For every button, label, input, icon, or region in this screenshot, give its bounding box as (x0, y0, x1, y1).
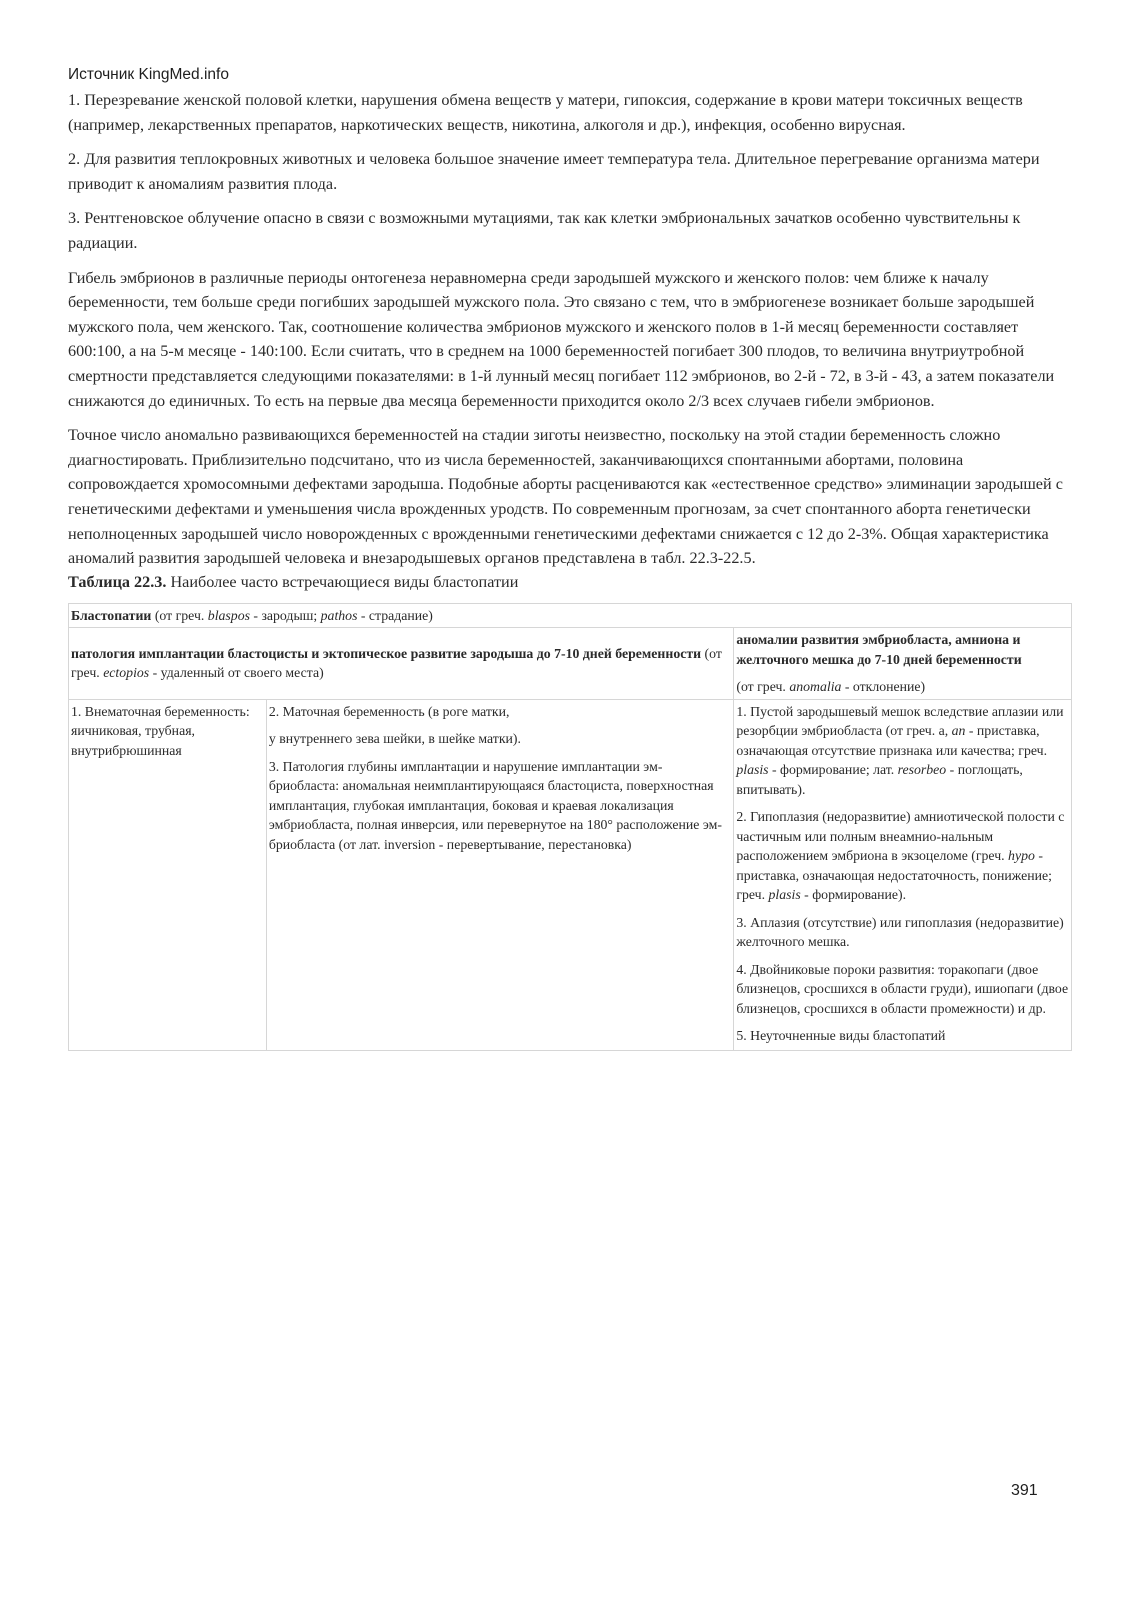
page-content (68, 66, 1068, 1051)
table-body-row (69, 699, 1072, 1050)
col3-italic: plasis (736, 762, 769, 778)
col3-text: 1. Пустой зародышевый мешок вследствие аплазии или резорбции эмбриобласта (от греч. а, (736, 703, 1064, 739)
col3-italic: resorbeo (897, 762, 947, 778)
left-head-cell (69, 628, 734, 700)
left-head-italic: ectopios (103, 665, 150, 681)
table-title-italic: pathos (320, 607, 358, 623)
right-head-bold: аномалии развития эмбриобласта, амниона и желточного мешка до 7-10 дней беременности (736, 632, 1022, 667)
table-title-cell (69, 603, 1072, 628)
page-number: 391 (1011, 1482, 1038, 1499)
table-title-row (69, 603, 1072, 628)
table-title-text: - страдание) (357, 607, 433, 623)
paragraph-4: Гибель эмбрионов в различные периоды онтогенеза неравномерна среди зародышей мужского и женского полов: чем ближе к началу беременности, тем больше среди погибших зародышей мужского пола. Это связано с тем, что в эмбриогенезе возникает больше зародышей мужского пола, чем женского. Так, соотношение количества эмбрионов мужского и женского полов в 1-й месяц беременности составляет 600:100, а на 5-м месяце - 140:100. Если считать, что в среднем на 1000 беременностей погибает 300 плодов, то величина внутриутробной смертности представляется следующими показателями: в 1-й лунный месяц погибает 112 эмбрионов, во 2-й - 72, в 3-й - 43, а затем показатели снижаются до единичных. То есть на первые два месяца беременности приходится около 2/3 всех случаев гибели эмбрионов. (68, 268, 1055, 410)
table-title-italic: blaspos (207, 607, 250, 623)
col3-cell (734, 699, 1072, 1050)
col2-item: 2. Маточная беременность (в роге матки, (268, 703, 510, 719)
right-head-cell (734, 628, 1072, 700)
col3-text: - формирование; лат. (768, 762, 898, 778)
right-head-text: (от греч. (736, 679, 790, 695)
blastopathy-table (68, 603, 1072, 1051)
col1-text: 1. Внематочная беременность: яичниковая, трубная, внутрибрюшинная (71, 703, 250, 758)
table-title-text: - зародыш; (249, 607, 321, 623)
left-head-bold: патология имплантации бластоцисты и эктопическое развитие зародыша до 7-10 дней беременности (71, 645, 702, 661)
col3-italic: an (951, 723, 966, 739)
right-head-text: - отклонение) (841, 679, 926, 695)
col3-italic: plasis (768, 887, 801, 903)
paragraph-1: 1. Перезревание женской половой клетки, нарушения обмена веществ у матери, гипоксия, содержание в крови матери токсичных веществ (например, лекарственных препаратов, наркотических веществ, никотина, алкоголя и др.), инфекция, особенно вирусная. (68, 91, 1023, 134)
table-head-row (69, 628, 1072, 700)
col3-text: 2. Гипоплазия (недоразвитие) амниотической полости с частичным или полным внеамнио-нальным расположением эмбриона в экзоцеломе (греч. (736, 809, 1065, 864)
col3-item (736, 702, 1069, 800)
col3-item (736, 807, 1069, 905)
col1-cell (69, 699, 267, 1050)
paragraph-5: Точное число аномально развивающихся беременностей на стадии зиготы неизвестно, поскольку на этой стадии беременность сложно диагностировать. Приблизительно подсчитано, что из числа беременностей, заканчивающихся спонтанными абортами, половина сопровождается хромосомными дефектами зародыша. Подобные аборты расцениваются как «естественное средство» элиминации зародышей с генетическими дефектами и уменьшения числа врожденных уродств. По современным прогнозам, за счет спонтанного аборта генетически неполноценных зародышей число новорожденных с врожденными генетическими дефектами снижается с 12 до 2-3%. Общая характеристика аномалий развития зародышей человека и внезародышевых органов представлена в табл. 22.3-22.5. (68, 426, 1063, 568)
col3-italic: hypo (1008, 848, 1035, 864)
table-title-bold: Бластопатии (71, 607, 152, 623)
left-head-text: (от греч. (71, 645, 722, 681)
col2-cell (266, 699, 733, 1050)
table-caption (68, 571, 1068, 593)
col3-text: - формирование). (800, 887, 907, 903)
col3-item: 5. Неуточненные виды бластопатий (736, 1028, 946, 1044)
right-head-italic: anomalia (789, 679, 842, 695)
col2-item: 3. Патология глубины имплантации и нарушение имплантации эм-бриобласта: аномальная неимплантирующаяся бластоциста, поверхностная имплантация, глубокая имплантация, боковая и краевая локализация эмбриобласта, полная инверсия, или перевернутое на 180° расположение эм-бриобласта (от лат. inversion - перевертывание, перестановка) (268, 758, 722, 852)
paragraph-2: 2. Для развития теплокровных животных и человека большое значение имеет температура тела. Длительное перегревание организма матери приводит к аномалиям развития плода. (68, 150, 1040, 193)
left-head-text: - удаленный от своего места) (149, 665, 324, 681)
col3-text: - приставка, означающая отсутствие признака или качества; греч. (736, 723, 1048, 758)
col3-item: 3. Аплазия (отсутствие) или гипоплазия (недоразвитие) желточного мешка. (736, 914, 1064, 950)
source-header: Источник KingMed.info (68, 66, 229, 83)
table-caption-label: Таблица 22.3. (68, 572, 167, 591)
paragraph-3: 3. Рентгеновское облучение опасно в связи с возможными мутациями, так как клетки эмбриональных зачатков особенно чувствительны к радиации. (68, 209, 1021, 252)
col2-item: у внутреннего зева шейки, в шейке матки). (268, 731, 521, 747)
col3-item: 4. Двойниковые пороки развития: торакопаги (двое близнецов, сросшихся в области груди), ишиопаги (двое близнецов, сросшихся в области промежности) и др. (736, 961, 1069, 1016)
right-head-note (736, 677, 1069, 697)
col3-text: - приставка, означающая недостаточность, понижение; греч. (736, 848, 1052, 903)
table-title-text: (от греч. (151, 607, 208, 623)
table-caption-text: Наиболее часто встречающиеся виды бластопатии (166, 572, 519, 591)
col3-text: - поглощать, впитывать). (736, 762, 1023, 797)
